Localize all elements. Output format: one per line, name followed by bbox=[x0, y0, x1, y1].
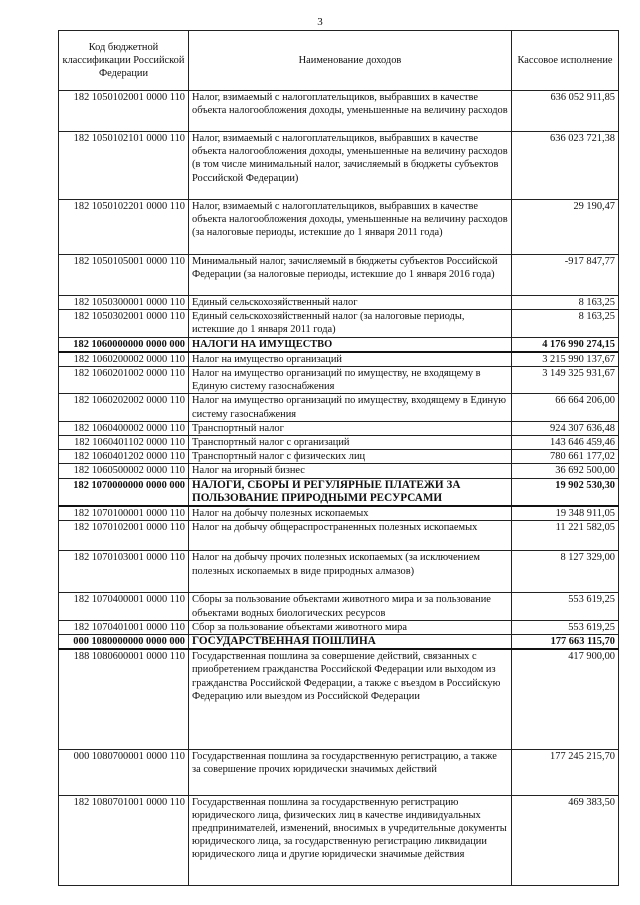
row-amount: 19 902 530,30 bbox=[512, 478, 619, 506]
row-code: 182 1060200002 0000 110 bbox=[59, 352, 189, 367]
row-name: Налог, взимаемый с налогоплательщиков, выбравших в качестве объекта налогообложения доходы, уменьшенные на величину расходов (за налоговые периоды, истекшие до 1 января 2011 года) bbox=[189, 200, 512, 255]
row-name: Транспортный налог bbox=[189, 421, 512, 435]
table-row bbox=[59, 649, 619, 749]
table-row bbox=[59, 310, 619, 337]
row-name: Налог на имущество организаций по имуществу, входящему в Единую систему газоснабжения bbox=[189, 394, 512, 421]
row-name: Государственная пошлина за государственную регистрацию, а также за совершение прочих юридически значимых действий bbox=[189, 749, 512, 795]
row-code: 000 1080000000 0000 000 bbox=[59, 634, 189, 649]
row-amount: 36 692 500,00 bbox=[512, 464, 619, 478]
table-row bbox=[59, 620, 619, 634]
row-amount: 8 163,25 bbox=[512, 310, 619, 337]
row-code: 182 1080701001 0000 110 bbox=[59, 795, 189, 885]
row-code: 182 1070401001 0000 110 bbox=[59, 620, 189, 634]
table-row bbox=[59, 255, 619, 296]
row-amount: 553 619,25 bbox=[512, 593, 619, 620]
row-amount: 8 127 329,00 bbox=[512, 551, 619, 593]
table-row bbox=[59, 795, 619, 885]
row-name: Налог на имущество организаций по имуществу, не входящему в Единую систему газоснабжения bbox=[189, 367, 512, 394]
revenue-table bbox=[58, 30, 619, 886]
table-row bbox=[59, 91, 619, 132]
row-code: 182 1060201002 0000 110 bbox=[59, 367, 189, 394]
row-code: 182 1060202002 0000 110 bbox=[59, 394, 189, 421]
row-code: 182 1050102001 0000 110 bbox=[59, 91, 189, 132]
row-amount: 553 619,25 bbox=[512, 620, 619, 634]
table-row bbox=[59, 450, 619, 464]
table-row bbox=[59, 132, 619, 200]
row-code: 182 1070100001 0000 110 bbox=[59, 506, 189, 521]
table-row bbox=[59, 352, 619, 367]
row-name: Налог на добычу полезных ископаемых bbox=[189, 506, 512, 521]
table-row bbox=[59, 200, 619, 255]
row-name: Сбор за пользование объектами животного мира bbox=[189, 620, 512, 634]
row-code: 188 1080600001 0000 110 bbox=[59, 649, 189, 749]
header-name: Наименование доходов bbox=[189, 31, 512, 91]
row-code: 182 1070000000 0000 000 bbox=[59, 478, 189, 506]
row-name: НАЛОГИ, СБОРЫ И РЕГУЛЯРНЫЕ ПЛАТЕЖИ ЗА ПОЛЬЗОВАНИЕ ПРИРОДНЫМИ РЕСУРСАМИ bbox=[189, 478, 512, 506]
row-code: 182 1060000000 0000 000 bbox=[59, 337, 189, 352]
table-row bbox=[59, 478, 619, 506]
row-amount: 636 023 721,38 bbox=[512, 132, 619, 200]
table-row bbox=[59, 634, 619, 649]
row-name: Транспортный налог с организаций bbox=[189, 436, 512, 450]
header-amount: Кассовое исполнение bbox=[512, 31, 619, 91]
row-amount: 143 646 459,46 bbox=[512, 436, 619, 450]
row-amount: 636 052 911,85 bbox=[512, 91, 619, 132]
table-row bbox=[59, 749, 619, 795]
row-amount: 780 661 177,02 bbox=[512, 450, 619, 464]
row-code: 182 1060500002 0000 110 bbox=[59, 464, 189, 478]
row-amount: 469 383,50 bbox=[512, 795, 619, 885]
table-row bbox=[59, 296, 619, 310]
row-name: Транспортный налог с физических лиц bbox=[189, 450, 512, 464]
row-amount: 417 900,00 bbox=[512, 649, 619, 749]
row-code: 182 1070102001 0000 110 bbox=[59, 521, 189, 551]
table-row bbox=[59, 521, 619, 551]
row-amount: 11 221 582,05 bbox=[512, 521, 619, 551]
row-amount: -917 847,77 bbox=[512, 255, 619, 296]
row-name: Минимальный налог, зачисляемый в бюджеты субъектов Российской Федерации (за налоговые периоды, истекшие до 1 января 2016 года) bbox=[189, 255, 512, 296]
table-row bbox=[59, 394, 619, 421]
row-code: 182 1060401102 0000 110 bbox=[59, 436, 189, 450]
row-amount: 3 149 325 931,67 bbox=[512, 367, 619, 394]
row-code: 182 1060400002 0000 110 bbox=[59, 421, 189, 435]
row-code: 182 1050300001 0000 110 bbox=[59, 296, 189, 310]
row-name: Сборы за пользование объектами животного мира и за пользование объектами водных биологических ресурсов bbox=[189, 593, 512, 620]
row-name: Налог на добычу общераспространенных полезных ископаемых bbox=[189, 521, 512, 551]
row-amount: 4 176 990 274,15 bbox=[512, 337, 619, 352]
row-code: 182 1050302001 0000 110 bbox=[59, 310, 189, 337]
row-code: 182 1050105001 0000 110 bbox=[59, 255, 189, 296]
row-name: Налог на игорный бизнес bbox=[189, 464, 512, 478]
table-row bbox=[59, 506, 619, 521]
table-row bbox=[59, 421, 619, 435]
row-name: НАЛОГИ НА ИМУЩЕСТВО bbox=[189, 337, 512, 352]
table-row bbox=[59, 337, 619, 352]
row-amount: 8 163,25 bbox=[512, 296, 619, 310]
row-code: 182 1060401202 0000 110 bbox=[59, 450, 189, 464]
table-row bbox=[59, 593, 619, 620]
row-amount: 177 245 215,70 bbox=[512, 749, 619, 795]
table-header-row bbox=[59, 31, 619, 91]
row-code: 182 1070103001 0000 110 bbox=[59, 551, 189, 593]
row-name: Единый сельскохозяйственный налог bbox=[189, 296, 512, 310]
row-code: 182 1070400001 0000 110 bbox=[59, 593, 189, 620]
row-code: 182 1050102101 0000 110 bbox=[59, 132, 189, 200]
header-code: Код бюджетной классификации Российской Федерации bbox=[59, 31, 189, 91]
row-name: Государственная пошлина за государственную регистрацию юридического лица, физических лиц в качестве индивидуальных предпринимателей, изменений, вносимых в учредительные документы юридического лица, за государственную регистрацию ликвидации юридического лица и другие юридически значимые действия bbox=[189, 795, 512, 885]
table-row bbox=[59, 551, 619, 593]
row-name: Налог, взимаемый с налогоплательщиков, выбравших в качестве объекта налогообложения доходы, уменьшенные на величину расходов (в том числе минимальный налог, зачисляемый в бюджеты субъектов Российской Федерации) bbox=[189, 132, 512, 200]
row-name: ГОСУДАРСТВЕННАЯ ПОШЛИНА bbox=[189, 634, 512, 649]
row-name: Государственная пошлина за совершение действий, связанных с приобретением гражданства Российской Федерации или выходом из гражданства Российской Федерации, а также с въездом в Российскую Федерацию или выездом из Российской Федерации bbox=[189, 649, 512, 749]
row-name: Налог, взимаемый с налогоплательщиков, выбравших в качестве объекта налогообложения доходы, уменьшенные на величину расходов bbox=[189, 91, 512, 132]
row-code: 182 1050102201 0000 110 bbox=[59, 200, 189, 255]
row-name: Налог на добычу прочих полезных ископаемых (за исключением полезных ископаемых в виде природных алмазов) bbox=[189, 551, 512, 593]
row-amount: 177 663 115,70 bbox=[512, 634, 619, 649]
row-name: Налог на имущество организаций bbox=[189, 352, 512, 367]
row-name: Единый сельскохозяйственный налог (за налоговые периоды, истекшие до 1 января 2011 года) bbox=[189, 310, 512, 337]
row-amount: 924 307 636,48 bbox=[512, 421, 619, 435]
row-amount: 19 348 911,05 bbox=[512, 506, 619, 521]
row-amount: 29 190,47 bbox=[512, 200, 619, 255]
page-number: 3 bbox=[317, 16, 323, 28]
table-row bbox=[59, 464, 619, 478]
table-row bbox=[59, 436, 619, 450]
row-amount: 66 664 206,00 bbox=[512, 394, 619, 421]
row-amount: 3 215 990 137,67 bbox=[512, 352, 619, 367]
row-code: 000 1080700001 0000 110 bbox=[59, 749, 189, 795]
table-row bbox=[59, 367, 619, 394]
